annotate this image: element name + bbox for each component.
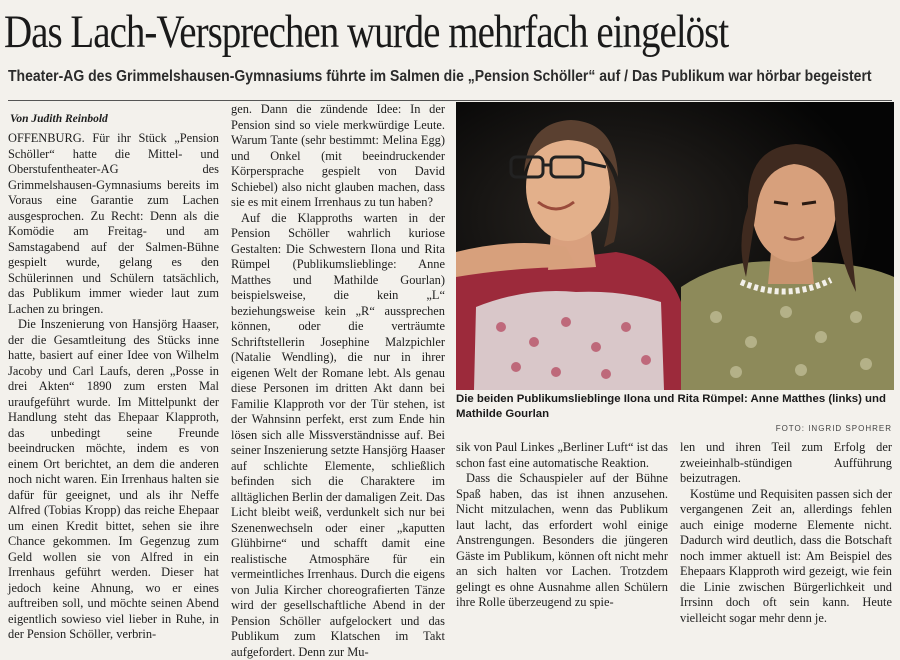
byline: Von Judith Reinbold [10,112,220,126]
paragraph: len und ihren Teil zum Erfolg der zweieinhalb-stündigen Aufführung beizutragen. [680,440,892,487]
photo-caption: Die beiden Publikumslieblinge Ilona und Rita Rümpel: Anne Matthes (links) und Mathilde Gourlan [456,392,896,422]
article-headline: Das Lach-Versprechen wurde mehrfach eingelöst [4,2,744,64]
article-column-4 [680,440,892,604]
paragraph: Auf die Klapproths warten in der Pension Schöller wahrlich kuriose Gestalten: Die Schwestern Ilona und Rita Rümpel (Publikumslieblinge: Anne Matthes und Mathilde Gourlan) beispielsweise, die kein „L“ beziehungsweise kein „R“ aussprechen können, oder die verträumte Schriftstellerin Josephine Malzpichler (Natalie Wendling), die nur in ihrer eigenen Welt der Romane lebt. Als genau diese Personen im dritten Akt dann bei Familie Klapproth vor der Tür stehen, ist der Wahnsinn perfekt, erst zum Ende hin lösen sich alle Missverständnisse auf. Bei seiner Inszenierung setzte Hansjörg Haaser auf schlichte Elemente, schließlich befinden sich die Charaktere im alltäglichen Berlin der damaligen Zeit. Das Licht bleibt weiß, verdunkelt sich nur bei Szenenwechseln oder einer „kaputten Glühbirne“ und schafft damit eine realistische Atmosphäre für ein vermeintliches Irrenhaus. Durch die eigens von Julia Kircher choreografierten Tänze wird der gesellschaftliche Abend in der Pension Schöller aufgelockert und das Publikum zum Klatschen im Takt aufgefordert. Denn zur Mu- [231,211,445,660]
article-column-1 [8,131,219,604]
paragraph: gen. Dann die zündende Idee: In der Pension sind so viele merkwürdige Leute. Warum Tante (sehr bestimmt: Melina Egg) und Onkel (mit beeindruckender Körpersprache gespielt von David Schiebel) also nicht glauben machen, dass sie es mit einem Irrenhaus zu tun haben? [231,102,445,211]
article-subheadline: Theater-AG des Grimmelshausen-Gymnasiums führte im Salmen die „Pension Schöller“ auf / Das Publikum war hörbar begeistert [8,66,892,88]
stage-photo-illustration [456,102,894,390]
paragraph: OFFENBURG. Für ihr Stück „Pension Schöller“ hatte die Mittel- und Oberstufentheater-AG des Grimmelshausen-Gymnasiums bereits im Voraus eine Garantie zum Lachen ausgesprochen. Zu Recht: Denn als die Komödie am Freitag- und am Samstagabend auf der Salmen-Bühne gespielt wurde, gelang es den Schülerinnen und Schülern tatsächlich, das Publikum immer wieder laut zum Lachen zu bringen. [8,131,219,317]
paragraph: sik von Paul Linkes „Berliner Luft“ ist das schon fast eine automatische Reaktion. [456,440,668,471]
article-column-3 [456,440,668,604]
subheadline-divider [8,100,892,101]
stage-photo [456,102,894,390]
paragraph: Die Inszenierung von Hansjörg Haaser, der die Gesamtleitung des Stücks inne hatte, basiert auf einer Idee von Wilhelm Jacoby und Carl Laufs, deren „Posse in drei Akten“ 1890 zum ersten Mal uraufgeführt wurde. Im Mittelpunkt der Handlung steht das Ehepaar Klapproth, das unbedingt seine Freunde beeindrucken möchte, indem es von einem Ort berichtet, an dem die anderen noch nicht waren. Ein Irrenhaus halten sie dafür für geeignet, und als ihr Neffe Alfred (Tobias Kropp) das reiche Ehepaar um einen Kredit bittet, sehen sie ihre Chance gekommen. Im Gegenzug zum Geld wollen sie von Alfred in ein Irrenhaus geführt werden. Dieser hat jedoch keine Ahnung, wo er eines auftreiben soll, und möchte seinen Abend eigentlich sowieso viel lieber in Ruhe, in der Pension Schöller, verbrin- [8,317,219,643]
paragraph: Dass die Schauspieler auf der Bühne Spaß haben, das ist ihnen anzusehen. Nicht mitzulachen, wenn das Publikum laut lacht, das erfordert wohl einige Anstrengungen. Besonders die jüngeren Gäste im Publikum, können oft nicht mehr an sich halten vor Lachen. Trotzdem gelingt es ohne Ausnahme allen Schülern ihre Rolle überzeugend zu spie- [456,471,668,611]
article-column-2 [231,102,445,604]
photo-credit: FOTO: INGRID SPOHRER [776,424,892,433]
paragraph: Kostüme und Requisiten passen sich der vergangenen Zeit an, allerdings fehlen auch einige moderne Elemente nicht. Dadurch wird deutlich, dass die Botschaft noch immer aktuell ist: Am Beispiel des Ehepaars Klapproth wird gezeigt, wie fein die Linie zwischen Bürgerlichkeit und Irrsinn doch oft sein kann. Heute vielleicht sogar mehr denn je. [680,487,892,627]
